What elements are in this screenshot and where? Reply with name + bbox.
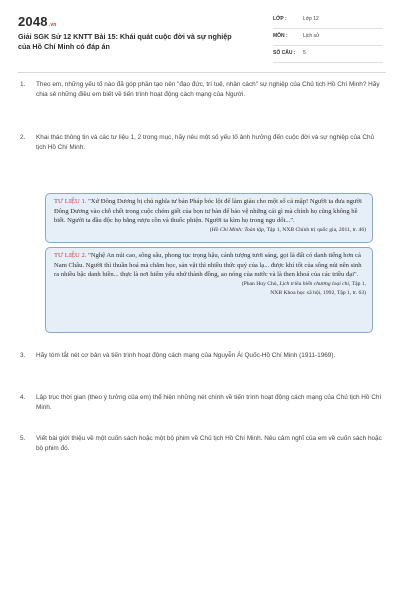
source-2-body xyxy=(54,251,366,280)
question-2 xyxy=(20,133,382,152)
cite-pre: (Phan Huy Chú, xyxy=(241,280,278,287)
cite-open: ( xyxy=(209,226,212,233)
meta-panel xyxy=(273,14,383,65)
meta-value: Lịch sử xyxy=(303,33,320,39)
source-box-1 xyxy=(45,193,373,243)
source-text: "Nghệ An núi cao, sông sâu, phong tục trọng hậu, cảnh tượng tươi sáng, gọi là đất có danh tiếng hơn cả Nam Châu. Người thì thuần hoá mà chăm học, sản vật thì nhiều thức quý của lạ... được khí tốt của sông núi nên sinh ra nhiều bậc danh hiền... thực là nơi hiểm yếu nhứ thành đồng, ao nóng của nước và là then khoá của các triều đại". xyxy=(54,252,362,278)
cite-post: Tập 1, xyxy=(351,280,366,287)
question-1 xyxy=(20,80,382,99)
question-number: 3. xyxy=(20,352,26,359)
cite-rest: Tập 1, NXB Chính trị quốc gia, 2011, tr. 46) xyxy=(266,226,366,233)
question-number: 5. xyxy=(20,435,26,442)
question-text: Viết bài giới thiệu về một cuốn sách hoặc một bộ phim về Chủ tịch Hồ Chí Minh. Nêu cảm nghĩ của em về cuốn sách hoặc bộ phim đó. xyxy=(36,435,382,452)
source-citation-line2: NXB Khoa học xã hội, 1992, Tập 1, tr. 63) xyxy=(270,290,366,296)
meta-key: SỐ CÂU : xyxy=(273,50,296,56)
question-5 xyxy=(20,434,382,453)
source-1-body xyxy=(54,197,366,226)
page-title: Giải SGK Sử 12 KNTT Bài 15: Khái quát cuộc đời và sự nghiệp của Hồ Chí Minh có đáp án xyxy=(18,32,232,51)
header-divider xyxy=(18,72,386,73)
site-logo[interactable] xyxy=(18,14,57,29)
question-number: 1. xyxy=(20,81,26,88)
question-3 xyxy=(20,351,382,361)
source-box-2 xyxy=(45,247,373,333)
cite-italic: Hồ Chí Minh: Toàn tập, xyxy=(211,226,266,233)
meta-key: MÔN : xyxy=(273,33,288,39)
question-text: Theo em, những yếu tố nào đã góp phần tạo nên "đạo đức, trí tuệ, nhân cách" sự nghiệp của Chủ tịch Hồ Chí Minh? Hãy chia sẻ những điều em biết về tiến trình hoạt động cách mạng của Người. xyxy=(36,81,380,98)
source-label: TƯ LIỆU 2. xyxy=(54,252,87,259)
source-label: TƯ LIỆU 1. xyxy=(54,198,87,205)
meta-row-grade xyxy=(273,14,383,29)
cite-italic: Lịch triều hiến chương loại chí, xyxy=(279,280,351,287)
question-number: 4. xyxy=(20,394,26,401)
question-number: 2. xyxy=(20,134,26,141)
header xyxy=(18,14,386,64)
logo-number: 2048 xyxy=(18,14,48,29)
meta-value: Lớp 12 xyxy=(303,16,319,22)
source-text: "Xứ Đông Dương bị chủ nghĩa tư bản Pháp bóc lột để làm giàu cho một số cá mập! Người ta đưa người Đông Dương vào chỗ chết trong cuộc chém giết của bọn tư bản để bảo vệ những cái gì mà chính họ cũng không hề biết. Người ta đầu độc họ bằng rượu cồn và thuốc phiện. Người ta kìm họ trong ngu dốt...". xyxy=(54,198,362,224)
question-4 xyxy=(20,393,382,412)
meta-key: LỚP : xyxy=(273,16,287,22)
meta-row-subject xyxy=(273,31,383,46)
question-text: Hãy tóm tắt nét cơ bản và tiến trình hoạt động cách mạng của Nguyễn Ái Quốc-Hồ Chí Minh (1911-1969). xyxy=(36,352,336,359)
source-citation xyxy=(54,280,366,290)
question-text: Khai thác thông tin và các tư liệu 1, 2 trong mục, hãy nêu một số yếu tố ảnh hưởng đến cuộc đời và sự nghiệp của Chủ tịch Hồ Chí Minh. xyxy=(36,134,375,151)
meta-row-count xyxy=(273,48,383,63)
meta-value: 5 xyxy=(303,50,306,56)
question-text: Lập trục thời gian (theo ý tưởng của em) thể hiện những nét chính về tiến trình hoạt động cách mạng của Chủ tịch Hồ Chí Minh. xyxy=(36,394,382,411)
logo-suffix: .vn xyxy=(48,22,57,28)
source-citation xyxy=(54,226,366,236)
